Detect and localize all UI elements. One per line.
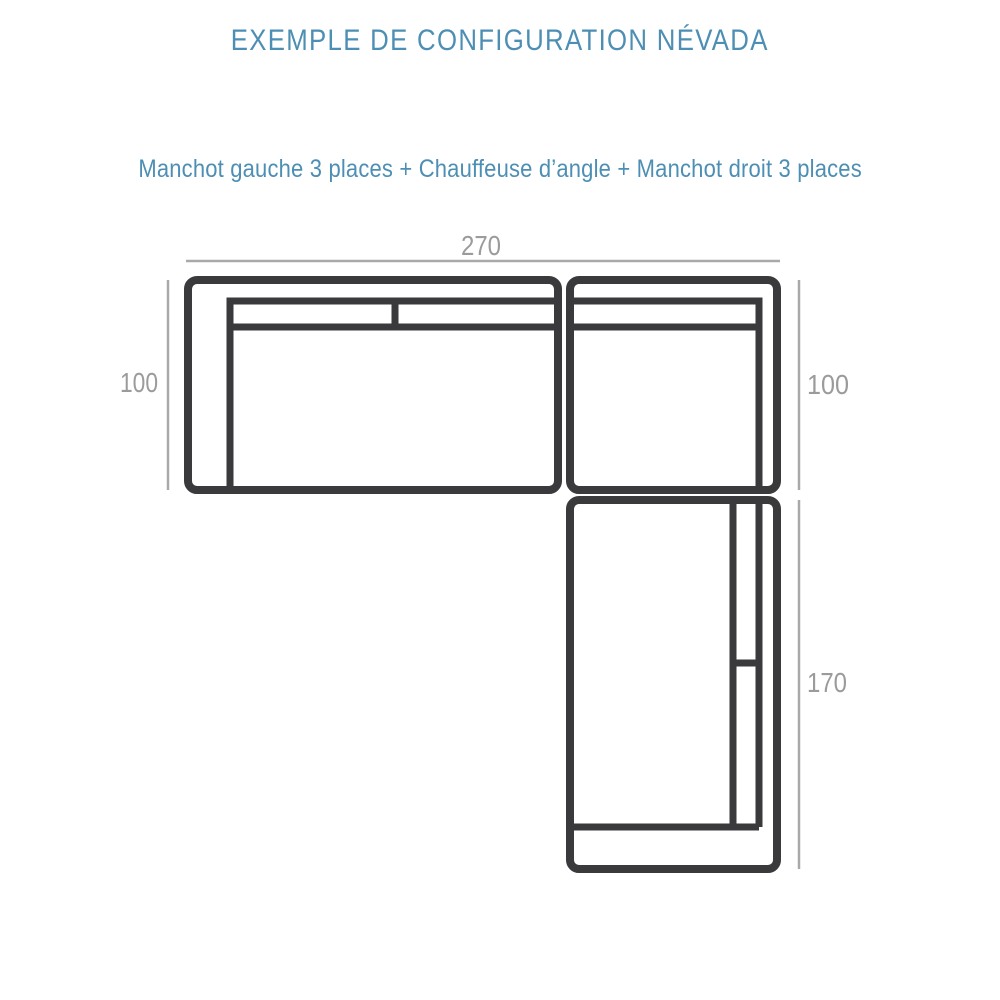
unit-manchot-gauche-inner-lines <box>230 301 558 490</box>
unit-chauffeuse-angle <box>570 280 777 490</box>
configuration-subtitle-text: Manchot gauche 3 places + Chauffeuse d’angle + Manchot droit 3 places <box>138 155 862 183</box>
unit-manchot-droit-outline <box>570 500 777 869</box>
dimension-label-right-height: 100 <box>807 369 849 400</box>
dimension-label-bottom-height: 170 <box>807 667 847 698</box>
dimension-lines <box>168 261 799 869</box>
dimension-label-left-height: 100 <box>120 367 158 398</box>
unit-manchot-droit <box>570 500 777 869</box>
unit-manchot-gauche <box>188 280 558 490</box>
page-title-text: EXEMPLE DE CONFIGURATION NÉVADA <box>231 24 769 57</box>
unit-manchot-droit-inner-lines <box>570 500 759 827</box>
dimension-label-top-width: 270 <box>461 230 501 261</box>
sofa-units <box>188 280 777 869</box>
unit-chauffeuse-angle-outline <box>570 280 777 490</box>
unit-manchot-gauche-outline <box>188 280 558 490</box>
unit-chauffeuse-angle-inner-lines <box>570 301 759 490</box>
